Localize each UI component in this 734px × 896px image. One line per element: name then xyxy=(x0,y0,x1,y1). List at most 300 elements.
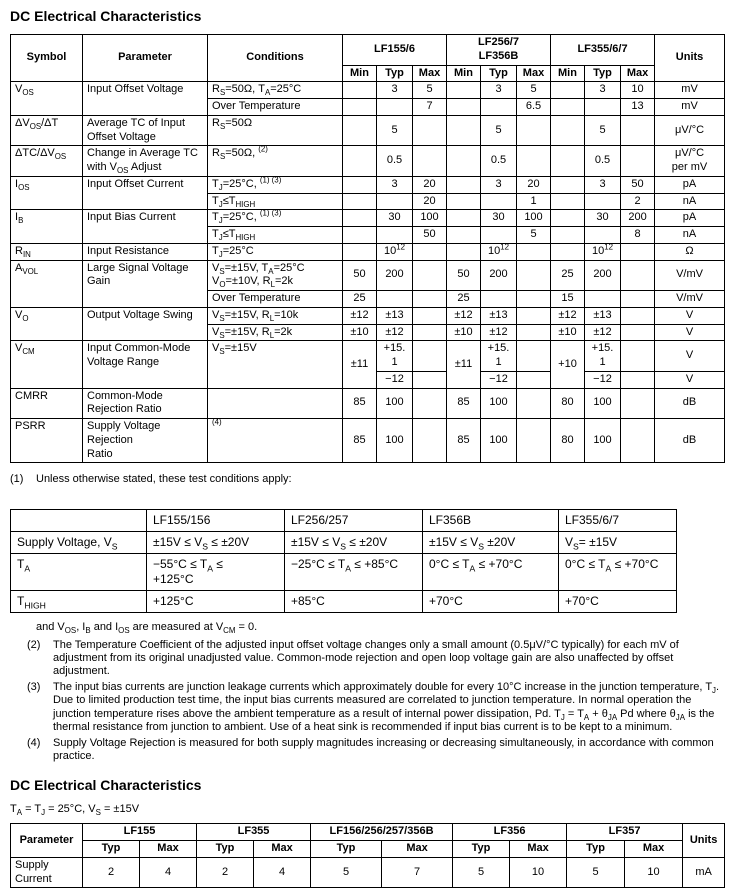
data-cell: 85 xyxy=(343,388,377,419)
data-cell: 30 xyxy=(481,210,517,227)
data-cell xyxy=(208,388,343,419)
data-cell: Supply Voltage Rejection Ratio xyxy=(83,419,208,463)
header-cell: LF156/256/257/356B xyxy=(311,824,453,841)
data-cell xyxy=(551,82,585,99)
data-cell: Output Voltage Swing xyxy=(83,307,208,341)
test-conditions-table xyxy=(10,509,677,613)
data-cell: 85 xyxy=(447,419,481,463)
data-cell: +10 xyxy=(551,341,585,388)
data-cell: 200 xyxy=(621,210,655,227)
data-cell xyxy=(343,115,377,146)
table-row xyxy=(11,419,725,463)
data-cell: V/mV xyxy=(655,260,725,291)
data-cell xyxy=(517,307,551,324)
data-cell: ±13 xyxy=(481,307,517,324)
data-cell: $V_S=\pm 15V$ xyxy=(208,341,343,388)
data-cell xyxy=(585,227,621,244)
data-cell: 100 xyxy=(413,210,447,227)
data-cell: $V_O$ xyxy=(11,307,83,341)
header-cell: Min xyxy=(343,65,377,82)
header-cell: Typ xyxy=(453,841,510,858)
data-cell: 100 xyxy=(585,419,621,463)
note-2 xyxy=(27,639,724,679)
data-cell: μV/°C per mV xyxy=(655,146,725,177)
table-row xyxy=(11,531,677,553)
data-cell: nA xyxy=(655,193,725,210)
header-cell: Typ xyxy=(585,65,621,82)
data-cell xyxy=(447,210,481,227)
data-cell: 30 xyxy=(377,210,413,227)
table-row xyxy=(11,243,725,260)
data-cell xyxy=(621,146,655,177)
data-cell: +15.1 xyxy=(585,341,621,372)
table-row xyxy=(11,260,725,291)
data-cell: 50 xyxy=(343,260,377,291)
data-cell xyxy=(621,371,655,388)
table-row xyxy=(11,841,725,858)
data-cell xyxy=(447,82,481,99)
data-cell: Average TC of Input Offset Voltage xyxy=(83,115,208,146)
data-cell xyxy=(447,243,481,260)
header-cell: Max xyxy=(510,841,567,858)
header-cell: Max xyxy=(140,841,197,858)
table-row xyxy=(11,824,725,841)
data-cell xyxy=(413,146,447,177)
data-cell: 5 xyxy=(585,115,621,146)
data-cell: V xyxy=(655,371,725,388)
data-cell: 200 xyxy=(377,260,413,291)
data-cell xyxy=(481,193,517,210)
header-cell: Units xyxy=(683,824,725,858)
data-cell xyxy=(621,260,655,291)
data-cell xyxy=(585,99,621,116)
data-cell xyxy=(621,341,655,372)
header-cell: Typ xyxy=(377,65,413,82)
header-cell: Typ xyxy=(311,841,382,858)
table-row xyxy=(11,146,725,177)
data-cell: $T_A$ xyxy=(11,553,147,590)
data-cell: nA xyxy=(655,227,725,244)
table-row xyxy=(11,307,725,324)
data-cell: 4 xyxy=(140,857,197,888)
header-cell: Min xyxy=(551,65,585,82)
data-cell: 4 xyxy=(254,857,311,888)
data-cell: pA xyxy=(655,176,725,193)
header-cell: Typ xyxy=(567,841,625,858)
data-cell: $R_S=50\Omega$ xyxy=(208,115,343,146)
data-cell: 5 xyxy=(517,227,551,244)
data-cell: $T_J\le T_{HIGH}$ xyxy=(208,193,343,210)
data-cell: 1 xyxy=(517,193,551,210)
data-cell: mV xyxy=(655,99,725,116)
data-cell xyxy=(517,115,551,146)
data-cell: $R_S=50\Omega$, $T_A=25^\circ C$ xyxy=(208,82,343,99)
data-cell: ±11 xyxy=(343,341,377,388)
note-text: The input bias currents are junction leakage currents which approximately double for every 10°C increase in the junction temperature, $T_J$. Due to limited production test time, the input bias currents measured are correlated to junction temperature. In normal operation the junction temperature rises above the ambient temperature as a result of internal power dissipation, Pd. $T_J = T_A + \theta_{JA}$ Pd where $\theta_{JA}$ is the thermal resistance from junction to ambient. Use of a heat sink is recommended if input bias current is to be kept to a minimum. xyxy=(53,680,720,734)
data-cell: PSRR xyxy=(11,419,83,463)
note-text: The Temperature Coefficient of the adjusted input offset voltage changes only a small amount (0.5μV/°C typically) for each mV of adjustment from its original unadjusted value. Common-mode rejection and open loop voltage gain are also unaffected by offset adjustment. xyxy=(53,638,679,678)
data-cell xyxy=(551,99,585,116)
data-cell: 100 xyxy=(377,388,413,419)
data-cell: ±10 xyxy=(447,324,481,341)
data-cell: 20 xyxy=(413,193,447,210)
data-cell xyxy=(481,291,517,308)
data-cell: $\pm 15V \le V_S \le \pm 20V$ xyxy=(147,531,285,553)
data-cell xyxy=(551,115,585,146)
data-cell: ±11 xyxy=(447,341,481,388)
data-cell: $10^{12}$ xyxy=(481,243,517,260)
data-cell: 200 xyxy=(481,260,517,291)
data-cell: $T_{HIGH}$ xyxy=(11,590,147,612)
data-cell: $R_{IN}$ xyxy=(11,243,83,260)
header-cell: LF155 xyxy=(83,824,197,841)
data-cell: 3 xyxy=(585,176,621,193)
note-number: (2) xyxy=(27,638,41,651)
data-cell xyxy=(343,193,377,210)
header-cell: Parameter xyxy=(83,35,208,82)
data-cell: 50 xyxy=(621,176,655,193)
data-cell xyxy=(585,193,621,210)
header-cell: Units xyxy=(655,35,725,82)
data-cell: $R_S=50\Omega$, $^{(2)}$ xyxy=(208,146,343,177)
data-cell: 13 xyxy=(621,99,655,116)
data-cell xyxy=(413,419,447,463)
data-cell xyxy=(447,115,481,146)
dc-characteristics-table xyxy=(10,34,725,463)
data-cell xyxy=(551,193,585,210)
data-cell: (4) xyxy=(208,419,343,463)
supply-current-table-body xyxy=(11,824,725,888)
data-cell xyxy=(517,291,551,308)
data-cell: $\pm 15V \le V_S \le \pm 20V$ xyxy=(285,531,423,553)
data-cell: $10^{12}$ xyxy=(377,243,413,260)
data-cell: 10 xyxy=(621,82,655,99)
data-cell: 5 xyxy=(413,82,447,99)
data-cell: 8 xyxy=(621,227,655,244)
data-cell: $\pm 15V \le V_S \pm 20V$ xyxy=(423,531,559,553)
data-cell xyxy=(447,193,481,210)
data-cell xyxy=(621,419,655,463)
header-cell: LF356 xyxy=(453,824,567,841)
table-row xyxy=(11,553,677,590)
conditions-footer: and $V_{OS}$, $I_B$ and $I_{OS}$ are measured at $V_{CM} = 0$. xyxy=(36,620,258,635)
data-cell: 80 xyxy=(551,388,585,419)
data-cell: $T_J\le T_{HIGH}$ xyxy=(208,227,343,244)
data-cell: $I_{OS}$ xyxy=(11,176,83,210)
data-cell xyxy=(621,115,655,146)
data-cell xyxy=(377,193,413,210)
data-cell: Input Common-Mode Voltage Range xyxy=(83,341,208,388)
data-cell: 100 xyxy=(377,419,413,463)
data-cell: 2 xyxy=(197,857,254,888)
header-cell: Max xyxy=(517,65,551,82)
data-cell: $-25^\circ C \le T_A \le +85^\circ C$ xyxy=(285,553,423,590)
data-cell xyxy=(343,243,377,260)
data-cell xyxy=(447,99,481,116)
data-cell: Input Offset Voltage xyxy=(83,82,208,116)
section-title: DC Electrical Characteristics xyxy=(10,8,202,24)
data-cell: 5 xyxy=(481,115,517,146)
data-cell: 100 xyxy=(585,388,621,419)
data-cell: $T_J=25^\circ C$ xyxy=(208,243,343,260)
data-cell: 25 xyxy=(551,260,585,291)
data-cell xyxy=(413,341,447,372)
data-cell xyxy=(621,388,655,419)
data-cell: 3 xyxy=(377,82,413,99)
data-cell: Input Resistance xyxy=(83,243,208,260)
data-cell xyxy=(517,419,551,463)
data-cell xyxy=(343,227,377,244)
data-cell: 85 xyxy=(343,419,377,463)
data-cell: ±10 xyxy=(551,324,585,341)
data-cell: ΔTC/$\Delta V_{OS}$ xyxy=(11,146,83,177)
data-cell: LF355/6/7 xyxy=(559,509,677,531)
data-cell: 80 xyxy=(551,419,585,463)
data-cell: $V_S= \pm 15V$ xyxy=(559,531,677,553)
data-cell xyxy=(621,307,655,324)
table-row xyxy=(11,115,725,146)
data-cell xyxy=(551,227,585,244)
data-cell: Input Offset Current xyxy=(83,176,208,210)
data-cell: 5 xyxy=(567,857,625,888)
data-cell: $I_B$ xyxy=(11,210,83,244)
data-cell xyxy=(377,291,413,308)
data-cell xyxy=(517,371,551,388)
data-cell: 0.5 xyxy=(481,146,517,177)
data-cell: $0^\circ C \le T_A \le +70^\circ C$ xyxy=(559,553,677,590)
data-cell xyxy=(621,324,655,341)
data-cell xyxy=(447,146,481,177)
data-cell: 5 xyxy=(517,82,551,99)
table-row xyxy=(11,509,677,531)
data-cell: 20 xyxy=(517,176,551,193)
data-cell: 25 xyxy=(343,291,377,308)
data-cell: ±12 xyxy=(343,307,377,324)
note-3 xyxy=(27,681,724,735)
data-cell: $\Delta V_{OS}/\Delta T$ xyxy=(11,115,83,146)
test-conditions-table-body xyxy=(11,509,677,612)
table-row xyxy=(11,388,725,419)
table-row xyxy=(11,82,725,99)
data-cell: $0^\circ C \le T_A \le +70^\circ C$ xyxy=(423,553,559,590)
data-cell xyxy=(343,210,377,227)
data-cell xyxy=(621,243,655,260)
header-cell: LF357 xyxy=(567,824,683,841)
data-cell xyxy=(551,243,585,260)
data-cell xyxy=(343,176,377,193)
data-cell: CMRR xyxy=(11,388,83,419)
header-cell: LF355 xyxy=(197,824,311,841)
data-cell xyxy=(11,509,147,531)
data-cell: 2 xyxy=(621,193,655,210)
data-cell: 20 xyxy=(413,176,447,193)
dc-characteristics-table-body xyxy=(11,35,725,463)
data-cell: +85°C xyxy=(285,590,423,612)
data-cell: LF356B xyxy=(423,509,559,531)
data-cell: ±12 xyxy=(447,307,481,324)
data-cell: +70°C xyxy=(559,590,677,612)
data-cell: dB xyxy=(655,388,725,419)
data-cell: $-55^\circ C \le T_A$ ≤ +125°C xyxy=(147,553,285,590)
data-cell xyxy=(377,227,413,244)
data-cell xyxy=(413,324,447,341)
data-cell: 100 xyxy=(481,388,517,419)
data-cell: Over Temperature xyxy=(208,291,343,308)
data-cell: 7 xyxy=(382,857,453,888)
data-cell: 3 xyxy=(377,176,413,193)
header-cell: Min xyxy=(447,65,481,82)
data-cell: +15.1 xyxy=(377,341,413,372)
data-cell xyxy=(377,99,413,116)
header-cell: Conditions xyxy=(208,35,343,82)
note-number: (1) xyxy=(10,473,24,486)
data-cell: −12 xyxy=(481,371,517,388)
data-cell: V xyxy=(655,324,725,341)
data-cell: 6.5 xyxy=(517,99,551,116)
data-cell: 0.5 xyxy=(377,146,413,177)
data-cell: $T_J=25^\circ C$, $^{(1) (3)}$ xyxy=(208,176,343,193)
data-cell: 200 xyxy=(585,260,621,291)
data-cell: 30 xyxy=(585,210,621,227)
header-cell: Max xyxy=(625,841,683,858)
data-cell xyxy=(517,260,551,291)
data-cell xyxy=(517,146,551,177)
header-cell: Max xyxy=(621,65,655,82)
data-cell: 50 xyxy=(447,260,481,291)
note-number: (3) xyxy=(27,680,41,693)
data-cell: Common-Mode Rejection Ratio xyxy=(83,388,208,419)
data-cell: 50 xyxy=(413,227,447,244)
header-cell: Typ xyxy=(83,841,140,858)
header-cell: LF155/6 xyxy=(343,35,447,66)
data-cell: LF155/156 xyxy=(147,509,285,531)
header-cell: Typ xyxy=(481,65,517,82)
data-cell: ±12 xyxy=(585,324,621,341)
test-conditions-line: $T_A = T_J = 25^\circ C$, $V_S = \pm 15V$ xyxy=(10,803,140,818)
data-cell: 5 xyxy=(377,115,413,146)
data-cell xyxy=(517,324,551,341)
header-cell: LF355/6/7 xyxy=(551,35,655,66)
data-cell xyxy=(343,99,377,116)
data-cell xyxy=(517,243,551,260)
data-cell: 25 xyxy=(447,291,481,308)
data-cell: $A_{VOL}$ xyxy=(11,260,83,307)
data-cell: ±13 xyxy=(377,307,413,324)
data-cell: $10^{12}$ xyxy=(585,243,621,260)
data-cell xyxy=(551,176,585,193)
data-cell: 3 xyxy=(481,82,517,99)
data-cell: $V_{CM}$ xyxy=(11,341,83,388)
data-cell xyxy=(413,388,447,419)
data-cell: ±10 xyxy=(343,324,377,341)
data-cell: ±12 xyxy=(377,324,413,341)
data-cell: V xyxy=(655,341,725,372)
table-row xyxy=(11,176,725,193)
header-cell: Parameter xyxy=(11,824,83,858)
data-cell xyxy=(413,243,447,260)
header-cell: Symbol xyxy=(11,35,83,82)
header-cell: LF256/7 LF356B xyxy=(447,35,551,66)
data-cell: ±12 xyxy=(481,324,517,341)
data-cell xyxy=(413,371,447,388)
data-cell: +15.1 xyxy=(481,341,517,372)
data-cell: LF256/257 xyxy=(285,509,423,531)
section-title: DC Electrical Characteristics xyxy=(10,777,202,794)
data-cell: dB xyxy=(655,419,725,463)
data-cell: 5 xyxy=(453,857,510,888)
data-cell: $V_S=\pm 15V$, $T_A=25^\circ C$ $V_O=\pm 10V$, $R_L=2k$ xyxy=(208,260,343,291)
data-cell xyxy=(551,146,585,177)
data-cell xyxy=(413,291,447,308)
data-cell: Input Bias Current xyxy=(83,210,208,244)
data-cell: 100 xyxy=(481,419,517,463)
data-cell: Change in Average TC with $V_{OS}$ Adjust xyxy=(83,146,208,177)
note-number: (4) xyxy=(27,736,41,749)
data-cell xyxy=(413,307,447,324)
data-cell: 2 xyxy=(83,857,140,888)
data-cell: pA xyxy=(655,210,725,227)
data-cell: 3 xyxy=(481,176,517,193)
data-cell xyxy=(517,341,551,372)
data-cell: −12 xyxy=(377,371,413,388)
header-cell: Max xyxy=(413,65,447,82)
table-row xyxy=(11,210,725,227)
data-cell: $V_S=\pm 15V$, $R_L=2k$ xyxy=(208,324,343,341)
supply-current-table xyxy=(10,823,725,888)
data-cell: 0.5 xyxy=(585,146,621,177)
data-cell xyxy=(413,115,447,146)
data-cell: mA xyxy=(683,857,725,888)
data-cell xyxy=(447,176,481,193)
data-cell xyxy=(585,291,621,308)
data-cell: Supply Current xyxy=(11,857,83,888)
note-text: Supply Voltage Rejection is measured for both supply magnitudes increasing or decreasing simultaneously, in accordance with common practice. xyxy=(53,736,714,762)
data-cell xyxy=(343,146,377,177)
data-cell: +70°C xyxy=(423,590,559,612)
data-cell: Large Signal Voltage Gain xyxy=(83,260,208,307)
data-cell: ±12 xyxy=(551,307,585,324)
footnotes xyxy=(27,639,724,764)
data-cell: μV/°C xyxy=(655,115,725,146)
data-cell: −12 xyxy=(585,371,621,388)
header-cell: Max xyxy=(382,841,453,858)
data-cell: $V_{OS}$ xyxy=(11,82,83,116)
data-cell xyxy=(481,99,517,116)
note-text: Unless otherwise stated, these test conditions apply: xyxy=(36,473,292,486)
data-cell: V xyxy=(655,307,725,324)
header-cell: Typ xyxy=(197,841,254,858)
data-cell: 85 xyxy=(447,388,481,419)
data-cell xyxy=(621,291,655,308)
table-row xyxy=(11,341,725,372)
data-cell xyxy=(481,227,517,244)
data-cell xyxy=(517,388,551,419)
header-cell: Max xyxy=(254,841,311,858)
data-cell: ±13 xyxy=(585,307,621,324)
data-cell: mV xyxy=(655,82,725,99)
data-cell xyxy=(447,227,481,244)
data-cell: 5 xyxy=(311,857,382,888)
data-cell: 15 xyxy=(551,291,585,308)
table-row xyxy=(11,35,725,66)
data-cell xyxy=(413,260,447,291)
data-cell: 7 xyxy=(413,99,447,116)
data-cell: V/mV xyxy=(655,291,725,308)
data-cell: Over Temperature xyxy=(208,99,343,116)
note-4 xyxy=(27,737,724,764)
data-cell xyxy=(343,82,377,99)
data-cell: 100 xyxy=(517,210,551,227)
